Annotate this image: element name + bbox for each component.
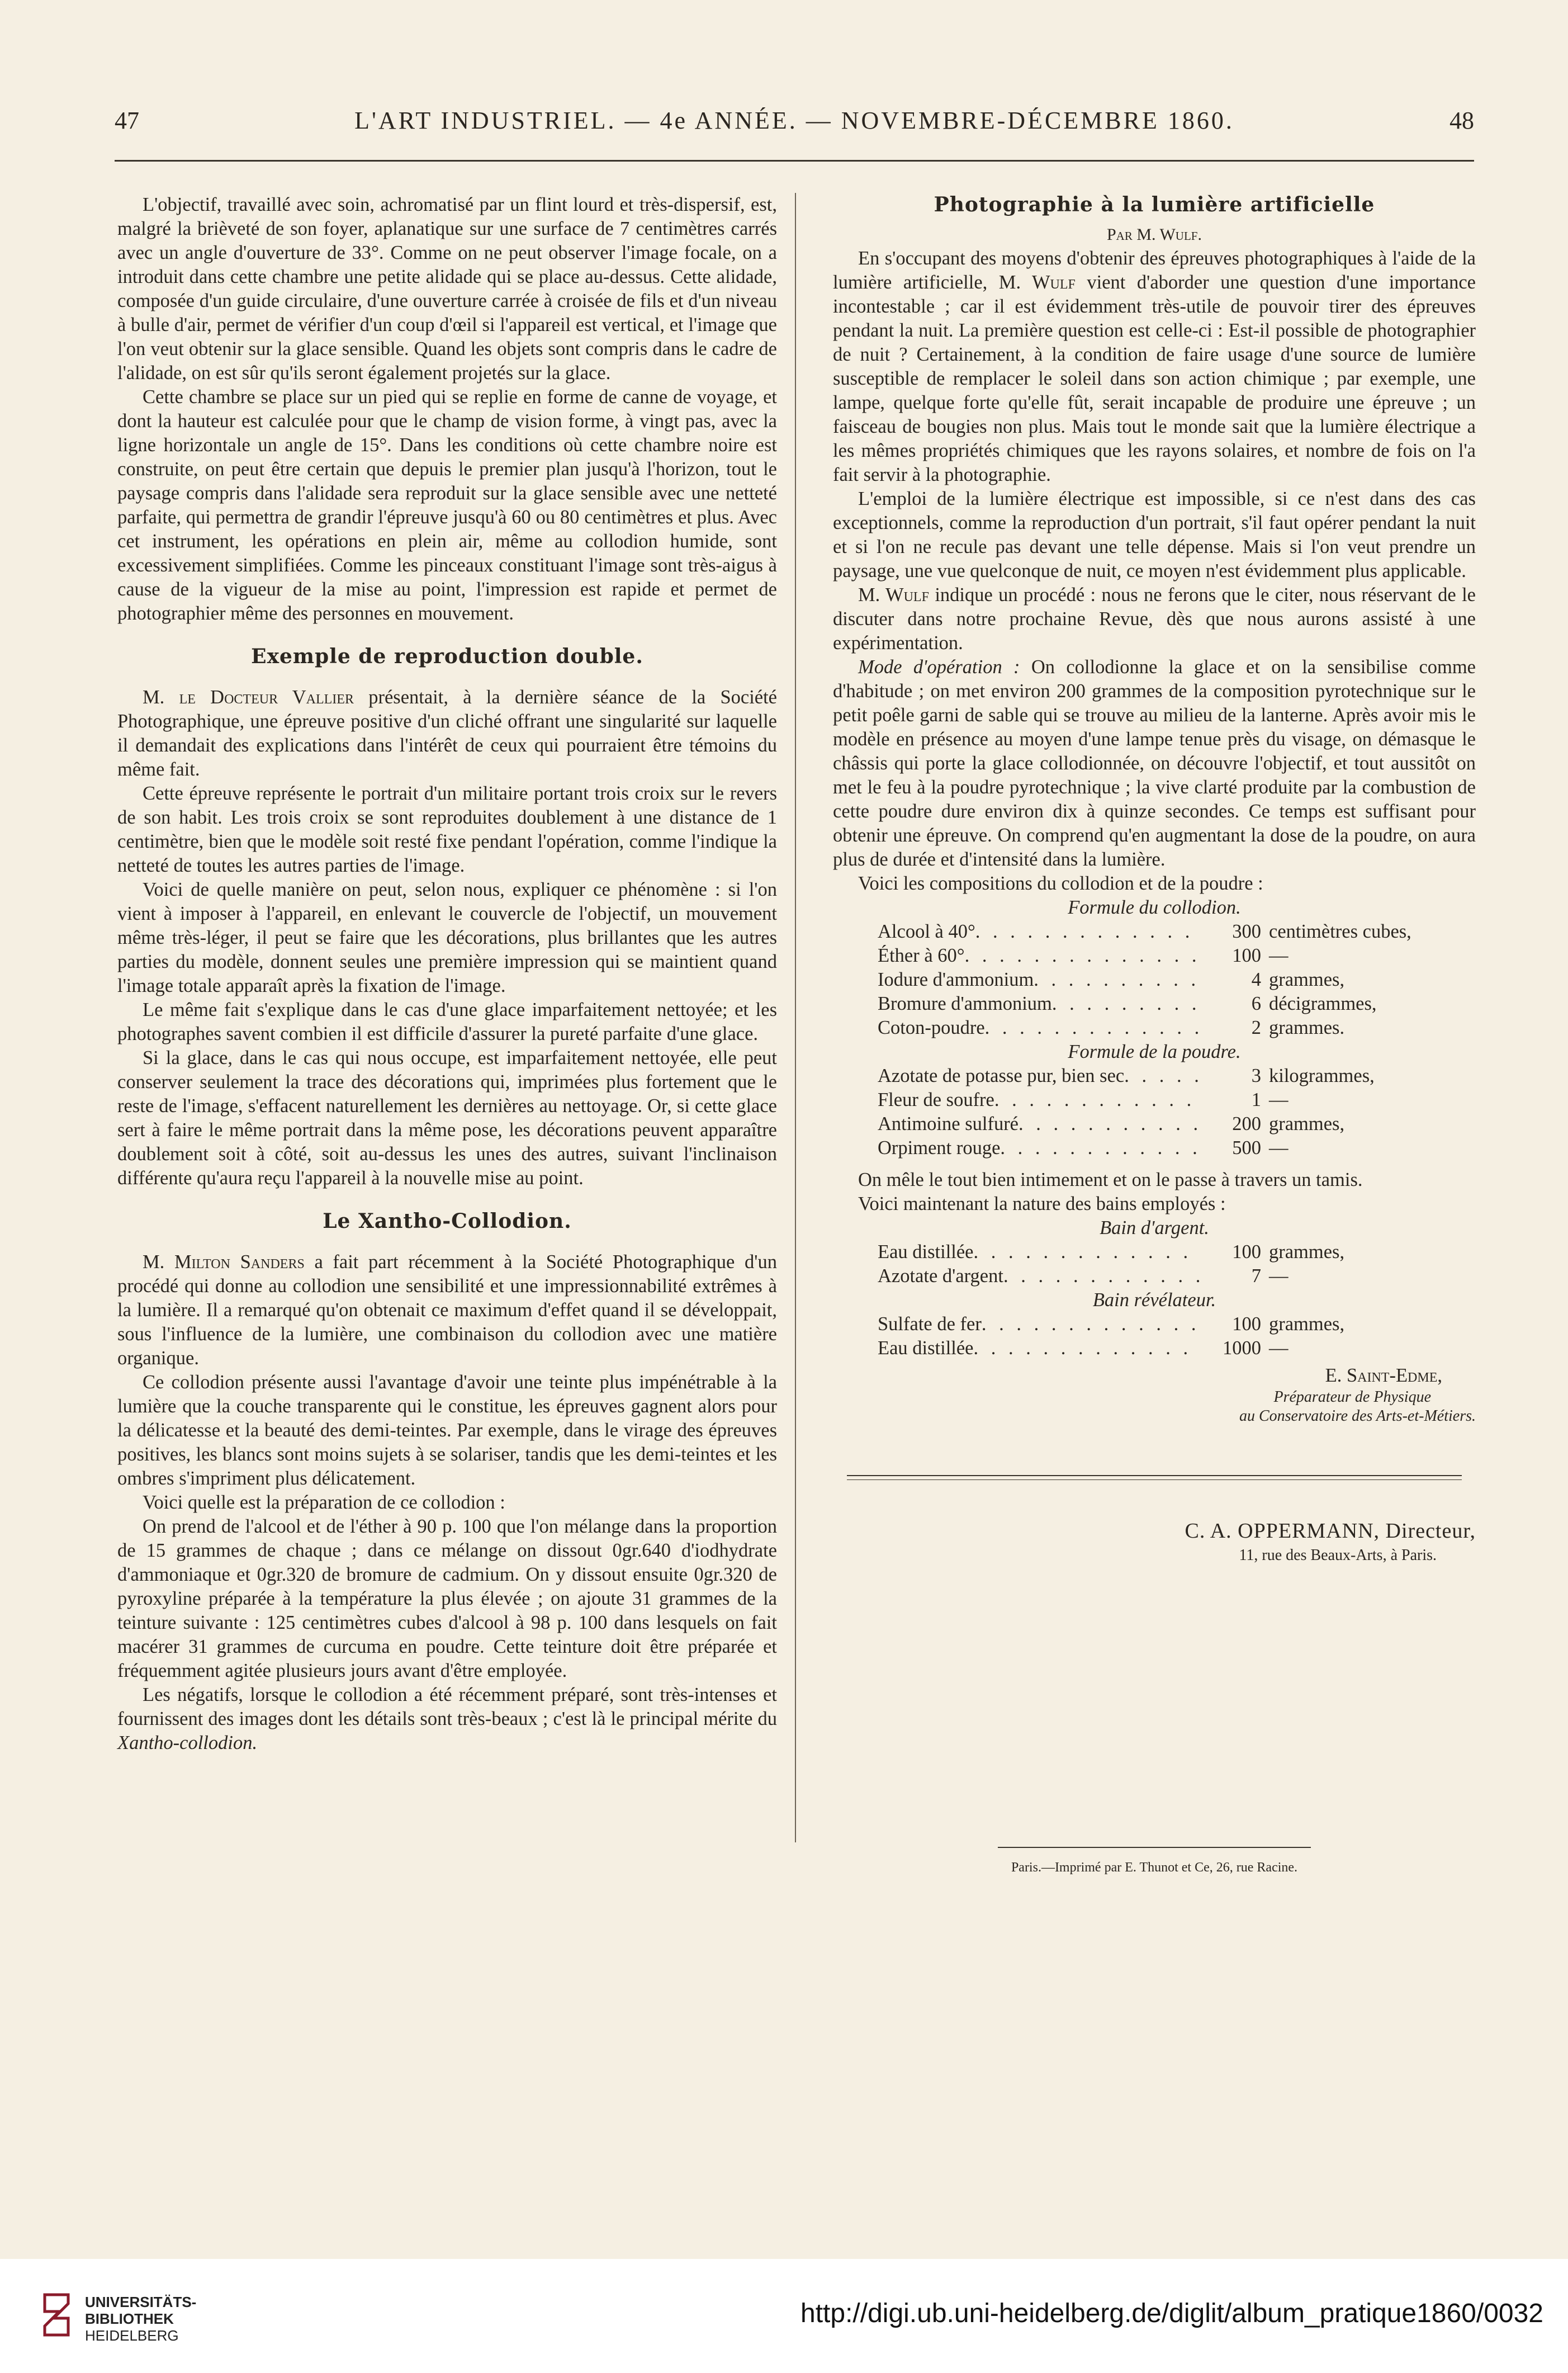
ingredient-name: Éther à 60° (878, 945, 965, 966)
ingredient-unit: kilogrammes, (1269, 1065, 1375, 1086)
ingredient-unit: grammes, (1269, 1113, 1345, 1134)
ingredient-name: Alcool à 40° (878, 921, 975, 942)
article-paragraph: Cette épreuve représente le portrait d'un militaire portant trois croix sur le revers de son habit. Les trois croix se sont reproduites doublement à une distance de 1 centimètre, bien que le modèle soit resté fixe pendant l'opération, comme l'indique la netteté de toutes les autres parties de l'image. (117, 783, 777, 876)
ingredient-quantity: 7 (1251, 1265, 1261, 1287)
ingredient-name: Coton-poudre (878, 1017, 985, 1038)
recipe-row (878, 944, 1459, 968)
italic-label: Mode d'opération : (858, 656, 1020, 678)
running-header (115, 106, 1474, 140)
article-paragraph (117, 1683, 777, 1755)
italic-term: Xantho-collodion. (117, 1732, 258, 1753)
library-logo-icon (40, 2291, 74, 2338)
ingredient-unit: grammes, (1269, 1313, 1345, 1335)
ingredient-name: Antimoine sulfuré (878, 1113, 1019, 1134)
ingredient-unit: — (1269, 1137, 1288, 1159)
ingredient-quantity: 2 (1251, 1017, 1261, 1038)
leader-dots (1124, 1064, 1200, 1088)
recipe-row (878, 1240, 1459, 1264)
formula-title-collodion: Formule du collodion. (1068, 897, 1241, 918)
leader-dots (974, 1336, 1200, 1360)
ingredient-name: Azotate d'argent (878, 1265, 1003, 1287)
ingredient-quantity: 4 (1251, 969, 1261, 990)
ingredient-quantity: 100 (1232, 945, 1261, 966)
ingredient-quantity: 100 (1232, 1241, 1261, 1263)
person-name: M. Wulf (998, 272, 1076, 293)
right-column (833, 193, 1476, 1880)
ingredient-name: Eau distillée (878, 1241, 974, 1263)
leader-dots (994, 1088, 1200, 1112)
article-paragraph: Le même fait s'explique dans le cas d'une glace imparfaitement nettoyée; et les photographes savent combien il est difficile d'assurer la pureté parfaite d'une glace. (117, 999, 777, 1044)
recipe-table-silver-bath (878, 1240, 1459, 1288)
ingredient-unit: décigrammes, (1269, 993, 1377, 1014)
ingredient-quantity: 6 (1251, 993, 1261, 1014)
ingredient-quantity: 3 (1251, 1065, 1261, 1086)
permalink-url[interactable]: http://digi.ub.uni-heidelberg.de/diglit/album_pratique1860/0032 (800, 2299, 1543, 2328)
recipe-row (878, 1016, 1459, 1040)
library-footer (0, 2259, 1568, 2373)
leader-dots (985, 1016, 1200, 1040)
leader-dots (965, 944, 1200, 968)
page-number-left: 47 (115, 107, 139, 134)
ingredient-unit: — (1269, 945, 1288, 966)
leader-dots (1003, 1264, 1200, 1288)
leader-dots (975, 920, 1200, 944)
person-name: M. Wulf (858, 584, 929, 606)
ingredient-unit: grammes. (1269, 1017, 1345, 1038)
ingredient-name: Orpiment rouge (878, 1137, 1001, 1159)
article-paragraph: Voici maintenant la nature des bains employés : (858, 1193, 1226, 1214)
ingredient-name: Iodure d'ammonium (878, 969, 1034, 990)
article-paragraph (117, 686, 777, 782)
ingredient-quantity: 300 (1232, 921, 1261, 942)
intro-paragraph: Cette chambre se place sur un pied qui se replie en forme de canne de voyage, et dont la hauteur est calculée pour que le champ de vision forme, à vingt pas, avec la ligne horizontale un angle de 15°. Dans les conditions où cette chambre noire est construite, on peut être certain que depuis le premier plan jusqu'à l'horizon, tout le paysage compris dans l'alidade sera reproduit sur la glace sensible avec une netteté parfaite, qui permettra de grandir l'épreuve jusqu'à 60 ou 80 centimètres et plus. Avec cet instrument, les opérations en plein air, même au collodion humide, sont excessivement simplifiées. Comme les pinceaux constituant l'image sont très-aigus à cause de la vigueur de la mise au point, l'impression est rapide et permet de photographier même des personnes en mouvement. (117, 386, 777, 624)
person-name: M. le Docteur Vallier (143, 687, 354, 708)
paragraph-text: indique un procédé : nous ne ferons que le citer, nous réservant de le discuter dans notre prochaine Revue, dès que nous aurons assisté à une expérimentation. (833, 584, 1476, 654)
formula-title-developer-bath: Bain révélateur. (1092, 1289, 1216, 1311)
ingredient-unit: — (1269, 1265, 1288, 1287)
article-paragraph: Voici de quelle manière on peut, selon nous, expliquer ce phénomène : si l'on vient à imposer à l'appareil, en enlevant le couvercle de l'objectif, un mouvement même très-léger, il peut se faire que les décorations, plus brillantes que les autres parties du modèle, donnent seules une première impression qui se maintient quand l'image totale apparaît après la fixation de l'image. (117, 879, 777, 996)
ingredient-quantity: 200 (1232, 1113, 1261, 1134)
ingredient-name: Azotate de potasse pur, bien sec (878, 1065, 1125, 1086)
recipe-row (878, 1136, 1459, 1160)
recipe-table-powder (878, 1064, 1459, 1160)
ingredient-unit: — (1269, 1337, 1288, 1359)
article-paragraph (117, 1250, 777, 1370)
recipe-row (878, 1064, 1459, 1088)
ingredient-unit: grammes, (1269, 969, 1345, 990)
article-paragraph: On mêle le tout bien intimement et on le passe à travers un tamis. (858, 1169, 1363, 1190)
recipe-row (878, 920, 1459, 944)
recipe-row (878, 1336, 1459, 1360)
director-address: 11, rue des Beaux-Arts, à Paris. (1239, 1547, 1437, 1564)
paragraph-text: a fait part récemment à la Société Photographique d'un procédé qui donne au collodion une sensibilité et une impressionnabilité extrêmes à la lumière. Il a remarqué qu'on obtenait ce maximum d'effet quand il se développait, sous l'influence de la lumière, une combinaison du collodion avec une matière organique. (117, 1251, 777, 1369)
column-divider (795, 193, 796, 1842)
section-title-double-reproduction: Exemple de reproduction double. (251, 645, 643, 668)
article-paragraph (833, 247, 1476, 487)
ingredient-quantity: 100 (1232, 1313, 1261, 1335)
article-paragraph: L'emploi de la lumière électrique est impossible, si ce n'est dans des cas exceptionnels, comme la reproduction d'un portrait, s'il faut opérer pendant la nuit et si l'on ne recule pas devant une telle dépense. Mais si l'on veut prendre un paysage, une vue quelconque de nuit, ce moyen n'est évidemment plus applicable. (833, 488, 1476, 582)
article-paragraph: Si la glace, dans le cas qui nous occupe, est imparfaitement nettoyée, elle peut conserver seulement la trace des décorations qui, imprimées plus fortement que le reste de l'image, s'effacent naturellement les dernières au nettoyage. Or, si cette glace sert à faire le même portrait dans la même pose, les décorations peuvent apparaître doublement soit à côté, soit au-dessus les unes des autres, suivant l'inclinaison différente qu'aura reçu l'appareil à la nouvelle mise au point. (117, 1047, 777, 1189)
ingredient-quantity: 1 (1251, 1089, 1261, 1110)
printer-imprint: Paris.—Imprimé par E. Thunot et Ce, 26, rue Racine. (833, 1847, 1476, 1880)
ingredient-name: Bromure d'ammonium (878, 993, 1052, 1014)
ingredient-name: Fleur de soufre (878, 1089, 994, 1110)
library-name-line: HEIDELBERG (85, 2327, 179, 2344)
paragraph-text: présentait, à la dernière séance de la Société Photographique, une épreuve positive d'un cliché offrant une singularité sur laquelle il demandait des explications dans l'intérêt de ceux qui pourraient être témoins du même fait. (117, 687, 777, 780)
ingredient-quantity: 1000 (1223, 1337, 1261, 1359)
section-title-artificial-light: Photographie à la lumière artificielle (934, 193, 1375, 216)
recipe-row (878, 1264, 1459, 1288)
article-paragraph: Ce collodion présente aussi l'avantage d'avoir une teinte plus impénétrable à la lumière que la couche transparente qui le constitue, les épreuves gagnent alors pour la délicatesse et la beauté des demi-teintes. Par exemple, dans le virage des épreuves positives, les blancs sont moins sujets à se solariser, tandis que les demi-teintes et les ombres s'impriment plus délicatement. (117, 1372, 777, 1489)
library-name-line: UNIVERSITÄTS- (85, 2294, 197, 2310)
article-paragraph: On prend de l'alcool et de l'éther à 90 p. 100 que l'on mélange dans la proportion de 15 grammes de chaque ; dans ce mélange on dissout 0gr.640 d'iodhydrate d'ammoniaque et 0gr.320 de bromure de cadmium. On y dissout ensuite 0gr.320 de pyroxyline préparée à la température la plus élevée ; on ajoute 31 grammes de la teinture suivante : 125 centimètres cubes d'alcool à 98 p. 100 dans lesquels on fait macérer 31 grammes de curcuma en poudre. Cette teinture doit être préparée et fréquemment agitée plusieurs jours avant d'être employée. (117, 1516, 777, 1681)
paragraph-text: En s'occupant des moyens d'obtenir des épreuves photographiques à l'aide de la lumière artificielle, (833, 248, 1476, 293)
ingredient-name: Sulfate de fer (878, 1313, 982, 1335)
leader-dots (1052, 992, 1200, 1016)
recipe-row (878, 1312, 1459, 1336)
person-name: M. Milton Sanders (143, 1251, 305, 1273)
article-paragraph (833, 655, 1476, 872)
section-title-xantho-collodion: Le Xantho-Collodion. (323, 1209, 572, 1233)
library-name-line: BIBLIOTHEK (85, 2310, 174, 2327)
recipe-row (878, 968, 1459, 992)
ingredient-unit: grammes, (1269, 1241, 1345, 1263)
director-name: C. A. OPPERMANN, Directeur, (1185, 1519, 1476, 1543)
intro-paragraph: L'objectif, travaillé avec soin, achromatisé par un flint lourd et très-dispersif, est, malgré la brièveté de son foyer, aplanatique sur une surface de 7 centimètres carrés avec un angle d'ouverture de 33°. Comme on ne peut observer l'image focale, on a introduit dans cette chambre une petite alidade qui se place au-dessus. Cette alidade, composée d'un guide circulaire, d'une ouverture carrée à croisée de fils et d'un niveau à bulle d'air, permet de vérifier d'un coup d'œil si l'appareil est vertical, et l'image que l'on veut obtenir sur la glace sensible. Quand les objets sont compris dans le cadre de l'alidade, on est sûr qu'ils seront également projetés sur la glace. (117, 194, 777, 384)
signature-role: Préparateur de Physique (1273, 1388, 1431, 1406)
journal-title: L'ART INDUSTRIEL. — 4e ANNÉE. — NOVEMBRE-DÉCEMBRE 1860. (354, 107, 1234, 134)
library-name (85, 2294, 196, 2344)
leader-dots (1034, 968, 1200, 992)
article-paragraph (833, 583, 1476, 655)
recipe-row (878, 1088, 1459, 1112)
signature-affiliation: au Conservatoire des Arts-et-Métiers. (1239, 1407, 1476, 1425)
article-paragraph: Voici quelle est la préparation de ce collodion : (143, 1492, 505, 1513)
ingredient-quantity: 500 (1232, 1137, 1261, 1159)
left-column (117, 193, 777, 1755)
paragraph-text: On collodionne la glace et on la sensibilise comme d'habitude ; on met environ 200 grammes de la composition pyrotechnique sur le petit poêle garni de sable qui se trouve au milieu de la lanterne. Après avoir mis le modèle en présence au moyen d'une lampe tenue près du visage, on démasque le châssis qui porte la glace collodionnée, on découvre l'objectif, et tout aussitôt on met le feu à la poudre pyrotechnique ; la vive clarté produite par la combustion de cette poudre dure environ dix à quinze secondes. Ce temps est suffisant pour obtenir une épreuve. On comprend qu'en augmentant la dose de la poudre, on aura plus de durée et d'intensité dans la lumière. (833, 656, 1476, 870)
ingredient-unit: centimètres cubes, (1269, 921, 1411, 942)
logo-stroke (45, 2295, 68, 2335)
recipe-row (878, 992, 1459, 1016)
header-rule (115, 160, 1474, 162)
ingredient-unit: — (1269, 1089, 1288, 1110)
paragraph-text: vient d'aborder une question d'une importance incontestable ; car il est évidemment très-utile de pouvoir tirer des épreuves pendant la nuit. La première question est celle-ci : Est-il possible de photographier de nuit ? Certainement, à la condition de faire usage d'une source de lumière susceptible de remplacer le soleil dans son action chimique ; par exemple, une lampe, quelque forte qu'elle fût, serait incapable de produire une épreuve ; un faisceau de bougies non plus. Mais tout le monde sait que la lumière électrique a les mêmes propriétés chimiques que les rayons solaires, et nombre de fois on l'a fait servir à la photographie. (833, 272, 1476, 485)
recipe-table-developer-bath (878, 1312, 1459, 1360)
signature-name: E. Saint-Edme, (1325, 1365, 1442, 1386)
leader-dots (982, 1312, 1200, 1336)
paragraph-text: Les négatifs, lorsque le collodion a été récemment préparé, sont très-intenses et fournissent des images dont les détails sont très-beaux ; c'est là le principal mérite du (117, 1684, 777, 1729)
recipe-table-collodion (878, 920, 1459, 1040)
formula-title-powder: Formule de la poudre. (1068, 1041, 1241, 1062)
closing-double-rule (847, 1475, 1462, 1480)
ingredient-name: Eau distillée (878, 1337, 974, 1359)
leader-dots (1019, 1112, 1200, 1136)
page-number-right: 48 (1449, 107, 1474, 134)
article-paragraph: Voici les compositions du collodion et de la poudre : (858, 873, 1263, 894)
recipe-row (878, 1112, 1459, 1136)
byline: Par M. Wulf. (1107, 225, 1202, 244)
author-signature (833, 1364, 1476, 1426)
leader-dots (1000, 1136, 1200, 1160)
formula-title-silver-bath: Bain d'argent. (1100, 1217, 1209, 1239)
leader-dots (974, 1240, 1200, 1264)
